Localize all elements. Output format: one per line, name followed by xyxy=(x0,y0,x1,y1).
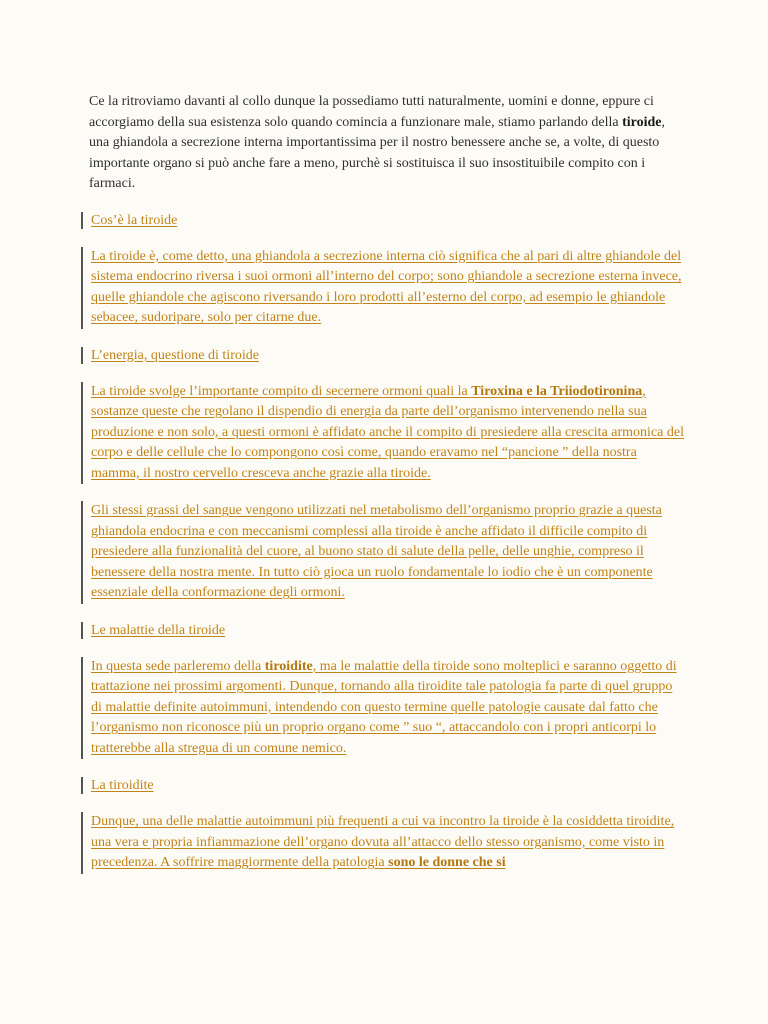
section-heading-block xyxy=(89,776,684,795)
intro-paragraph xyxy=(89,92,684,195)
paragraph-text: , ma le malattie della tiroide sono molteplici e saranno oggetto di trattazione nei prossimi argomenti. Dunque, tornando alla tiroidite tale patologia fa parte di quel gruppo di malattie definite autoimmuni, intendendo con questo termine quelle patologie causate dal fatto che l’organismo non riconosce più un proprio organo come ” suo “, attaccandolo con i propri anticorpi lo tratterebbe alla stregua di un comune nemico. xyxy=(91,658,677,756)
bold-term: Tiroxina e la Triiodotironina xyxy=(471,383,643,399)
section-heading-link[interactable]: Le malattie della tiroide xyxy=(91,622,226,638)
paragraph-text: La tiroide è, come detto, una ghiandola a secrezione interna ciò significa che al pari di altre ghiandole del sistema endocrino riversa i suoi ormoni all’interno del corpo; sono ghiandole a secrezione esterna invece, quelle ghiandole che agiscono riversando i loro prodotti all’esterno del corpo, ad esempio le ghiandole sebacee, sudoripare, solo per citarne due. xyxy=(91,248,682,325)
quote-block xyxy=(89,247,684,329)
quote-block xyxy=(89,812,684,874)
section-heading-link[interactable]: L’energia, questione di tiroide xyxy=(91,347,259,363)
section-heading-block xyxy=(89,621,684,640)
section-heading-link[interactable]: Cos’è la tiroide xyxy=(91,212,178,228)
quote-paragraph[interactable] xyxy=(91,812,684,874)
section-heading-block xyxy=(89,346,684,365)
quote-paragraph[interactable] xyxy=(91,247,684,329)
paragraph-text: Dunque, una delle malattie autoimmuni più frequenti a cui va incontro la tiroide è la cosiddetta tiroidite, una vera e propria infiammazione dell’organo dovuta all’attacco dello stesso organismo, come visto in precedenza. A soffrire maggiormente della patologia xyxy=(91,814,675,870)
section-heading-block xyxy=(89,211,684,230)
intro-text: Ce la ritroviamo davanti al collo dunque la possediamo tutti naturalmente, uomini e donne, eppure ci accorgiamo della sua esistenza solo quando comincia a funzionare male, stiamo parlando della xyxy=(89,94,654,130)
paragraph-text: , sostanze queste che regolano il dispendio di energia da parte dell’organismo intervenendo nella sua produzione e non solo, a questi ormoni è affidato anche il compito di presiedere alla crescita armonica del corpo e delle cellule che lo compongono così come, quando eravamo nel “pancione ” della nostra mamma, il nostro cervello cresceva anche grazie alla tiroide. xyxy=(91,383,684,481)
intro-text-continued: , una ghiandola a secrezione interna importantissima per il nostro benessere anche se, a volte, di questo importante organo si può anche fare a meno, purchè si sostituisca il suo insostituibile compito con i farmaci. xyxy=(89,114,666,191)
quote-block xyxy=(89,382,684,485)
quote-block xyxy=(89,657,684,760)
section-heading-link[interactable]: La tiroidite xyxy=(91,778,154,793)
intro-bold-term: tiroide xyxy=(622,114,662,130)
quote-block xyxy=(89,501,684,604)
quote-paragraph[interactable] xyxy=(91,382,684,485)
paragraph-text: La tiroide svolge l’importante compito di secernere ormoni quali la xyxy=(91,383,472,399)
paragraph-text: Gli stessi grassi del sangue vengono utilizzati nel metabolismo dell’organismo proprio grazie a questa ghiandola endocrina e con meccanismi complessi alla tiroide è anche affidato il difficile compito di presiedere alla funzionalità del cuore, al buono stato di salute della pelle, delle unghie, compreso il benessere della nostra mente. In tutto ciò gioca un ruolo fondamentale lo iodio che è un componente essenziale della conformazione degli ormoni. xyxy=(91,503,662,600)
bold-term: tiroidite xyxy=(264,658,313,674)
quote-paragraph[interactable] xyxy=(91,501,684,604)
paragraph-text: In questa sede parleremo della xyxy=(91,658,265,674)
quote-paragraph[interactable] xyxy=(91,657,684,760)
bold-term: sono le donne che si xyxy=(388,855,506,870)
